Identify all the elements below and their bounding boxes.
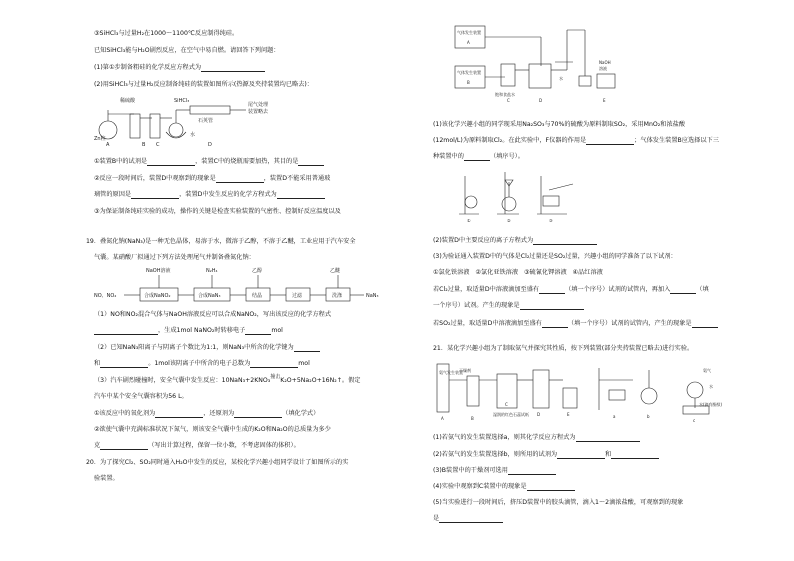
- option-2: ②氯化亚铁溶液: [475, 269, 519, 276]
- sub-2-text: （2）已知NaN₃阳离子与阴离子个数比为1:1，则NaN₃中所含的化学键为: [94, 344, 320, 352]
- answer-blank[interactable]: [131, 192, 179, 199]
- label-naoh: NaOH: [599, 60, 611, 65]
- answer-blank[interactable]: [298, 159, 324, 166]
- reagent-3: 乙醇: [252, 268, 263, 274]
- answer-blank[interactable]: [250, 361, 298, 368]
- box-a-letter: A: [467, 40, 470, 45]
- label-E2: E: [603, 98, 606, 103]
- q21-5: (5)当实验进行一段时间后，挤压D装置中的胶头滴管，滴入1～2滴浓盐酸，可观察到的现象: [433, 499, 684, 506]
- flow-box-4: 过滤: [292, 293, 303, 299]
- flow-box-2: 合成NaN₃: [198, 293, 221, 299]
- label-D: D: [208, 142, 212, 148]
- answer-blank[interactable]: [201, 65, 265, 72]
- sub-3-q1: ①该反应中的氧化剂为 ，还原剂为 （填化学式）: [94, 410, 320, 417]
- answer-blank[interactable]: [234, 411, 282, 418]
- problem-21-intro: 21．某化学兴趣小组为了制取氨气并探究其性质，按下列装置(部分夹持装置已略去)进行实验。: [433, 345, 694, 352]
- label-brine: 饱和食盐水: [495, 92, 515, 97]
- label-water-3: 水: [709, 384, 713, 389]
- r-question-3-options: [433, 269, 603, 277]
- label-tail-gas-2: 装置略去: [248, 109, 269, 115]
- known-info-text: 已知SiHCl₃能与H₂O剧烈反应，在空气中易自燃。请回答下列问题：: [94, 47, 280, 54]
- problem-19-intro: 19．叠氮化钠(NaN₃)是一种无色晶体，易溶于水，微溶于乙醇，不溶于乙醚，工业应用于汽车安全: [86, 238, 356, 245]
- option-3: ③硫氰化钾溶液: [523, 269, 567, 276]
- box-b-letter: B: [467, 80, 470, 85]
- option-3-label: ③: [549, 218, 553, 223]
- label-naoh-2: 溶液: [599, 66, 607, 71]
- answer-blank[interactable]: [100, 443, 148, 450]
- label-B3: B: [471, 416, 474, 421]
- flow-end: NaN₃: [366, 293, 379, 299]
- q2-2-text: ②反应一段时间后，装置D中观察到的现象是 ，装置D不能采用普通玻: [94, 175, 331, 182]
- label-A3: A: [441, 416, 444, 421]
- r-question-3-cl2: 若Cl₂过量，取适量D中溶液滴加至盛有 （填一个序号）试剂的试管内，再加入 （填: [433, 286, 709, 293]
- process-flow-diagram: [94, 264, 384, 306]
- r-question-3: (3)为验证通入装置D中的气体是Cl₂过量还是SO₂过量，兴趣小组的同学准备了以下试剂：: [433, 253, 677, 260]
- label-zn: Zn粒: [94, 136, 106, 142]
- answer-blank[interactable]: [245, 328, 271, 335]
- answer-blank[interactable]: [533, 238, 597, 245]
- answer-blank[interactable]: [542, 321, 568, 328]
- box-a-label: 气体发生装置: [457, 30, 481, 35]
- answer-blank[interactable]: [527, 484, 575, 491]
- r-question-3-so2: 若SO₂过量，取适量D中溶液滴加至盛有 （填一个序号）试剂的试管内，产生的现象是: [433, 320, 718, 328]
- q2-1-text: ①装置B中的试剂是 ，装置C中的烧瓶需要加热，其目的是: [94, 158, 324, 166]
- q21-1: (1)若氨气的发生装置选择a，则其化学反应方程式为: [433, 434, 640, 442]
- answer-blank[interactable]: [155, 411, 203, 418]
- answer-blank[interactable]: [520, 303, 584, 310]
- problem-20-intro-2: 验装置。: [94, 475, 119, 482]
- sub-3-q2-cont: 克 （写出计算过程，保留一位小数，不考虑固体的体积）。: [94, 442, 300, 449]
- answer-blank[interactable]: [94, 328, 158, 335]
- step3-text: ③SiHCl₃与过量H₂在1000～1100℃反应制得纯硅。: [94, 30, 239, 37]
- label-b: b: [647, 414, 650, 419]
- reaction-condition: 撞击: [270, 374, 281, 380]
- r-question-3-cl2-cont: 一个序号）试剂。产生的现象是: [433, 302, 584, 310]
- r-question-1-cont2: 种装置中的 （填序号）。: [433, 153, 524, 160]
- sub-1-text: （1）NO和NO₂混合气体与NaOH溶液反应可以合成NaNO₂，写出该反应的化学方程式: [94, 311, 332, 318]
- flow-box-3: 结晶: [252, 293, 263, 299]
- option-4: ④品红溶液: [572, 269, 603, 276]
- option-1-label: ①: [467, 218, 471, 223]
- problem-19-intro-2: 气囊。某硝酸厂拟通过下列方法处理尾气并制备叠氮化钠：: [94, 254, 255, 261]
- apparatus-diagram-2: [455, 26, 655, 102]
- label-C: C: [156, 142, 160, 148]
- answer-blank[interactable]: [216, 176, 264, 183]
- answer-blank[interactable]: [294, 345, 320, 352]
- problem-20-intro: 20．为了探究Cl₂、SO₂同时通入H₂O中发生的反应，某校化学兴趣小组同学设计了如图所示的实: [86, 459, 349, 466]
- r-question-1: (1)该化学兴趣小组的同学现采用Na₂SO₃与70%的硫酸为原料制取SO₂，采用MnO₂和浓盐酸: [433, 121, 686, 128]
- flow-start: NO、NO₂: [94, 293, 117, 299]
- label-nh3: 氨气: [703, 368, 711, 373]
- label-water: 水: [190, 132, 196, 138]
- generator-options-diagram: [457, 170, 577, 223]
- label-E3: E: [567, 412, 570, 417]
- label-phenolphthalein: 水(滴有酚酞): [699, 402, 723, 407]
- right-column: [397, 0, 794, 561]
- nh3-generator-label: 氨气发生装置: [439, 370, 463, 375]
- label-D3: D: [537, 412, 541, 417]
- label-c: c: [693, 418, 696, 423]
- reagent-1: NaOH溶液: [146, 268, 171, 274]
- answer-blank[interactable]: [147, 159, 195, 166]
- r-question-1-cont: (12mol/L)为原料制取Cl₂。在此实验中，F仪器的作用是 ；气体发生装置B应选择以下三: [433, 137, 719, 144]
- answer-blank[interactable]: [539, 287, 565, 294]
- answer-blank[interactable]: [586, 138, 634, 145]
- sub-3-text: （3）汽车剧烈碰撞时，安全气囊中发生反应：10NaN₃+2KNO₃$^{撞击}$K₂O+5Na₂O+16N₂↑。假定: [94, 374, 361, 384]
- label-acid: 稀硫酸: [120, 98, 136, 104]
- label-sihcl3: SiHCl₃: [174, 98, 190, 104]
- r-question-2: (2)装置D中主要反应的离子方程式为: [433, 237, 597, 245]
- label-D2: D: [539, 98, 543, 103]
- sub-2-text-cont: 和 。1mol该阴离子中所含的电子总数为 mol: [94, 360, 310, 367]
- answer-blank[interactable]: [670, 287, 696, 294]
- q21-5-cont: 是: [433, 515, 503, 523]
- answer-blank[interactable]: [439, 516, 503, 523]
- question-1-text: (1)第①步制备粗硅的化学反应方程式为: [94, 64, 265, 72]
- q2-2-text-cont: 璃管的原因是 ，装置D中发生反应的化学方程式为: [94, 191, 325, 199]
- sub-3-text-cont: 汽车中某个安全气囊容积为56 L。: [94, 393, 188, 400]
- label-litmus: 湿润的红色石蕊试纸: [493, 412, 529, 417]
- label-quartz-tube: 石英管: [198, 118, 214, 124]
- sub-3-q2: ②欲使气囊中充满标准状况下氮气，则该安全气囊中生成的K₂O和Na₂O的总质量为多少: [94, 426, 331, 433]
- label-a: a: [613, 414, 616, 419]
- label-C3: C: [505, 402, 508, 407]
- label-A: A: [106, 142, 110, 148]
- q21-3: (3)B装置中的干燥剂可选用: [433, 467, 556, 475]
- answer-blank[interactable]: [692, 321, 718, 328]
- box-b-label: 气体发生装置: [457, 70, 481, 75]
- sub-1-text-cont: ，生成1mol NaNO₂时转移电子 mol: [94, 327, 283, 335]
- apparatus-diagram-3: [437, 360, 737, 422]
- q21-4: (4)实验中观察到C装置中的现象是: [433, 483, 575, 491]
- answer-blank[interactable]: [557, 452, 605, 459]
- answer-blank[interactable]: [100, 361, 148, 368]
- label-tail-gas: 尾气处理: [248, 102, 269, 108]
- q2-3-text: ③为保证制备纯硅实验的成功，操作的关键是检查实验装置的气密性、控制好反应温度以及: [94, 208, 341, 215]
- answer-blank[interactable]: [508, 468, 556, 475]
- option-2-label: ②: [507, 218, 511, 223]
- question-2-text: (2)用SiHCl₃与过量H₂反应制备纯硅的装置如图所示(热源及夹持装置均已略去)：: [94, 81, 313, 88]
- reagent-4: 乙醚: [330, 268, 341, 274]
- option-1: ①氯化铁溶液: [433, 269, 470, 276]
- apparatus-diagram-1: [94, 92, 294, 146]
- answer-blank[interactable]: [576, 435, 640, 442]
- label-B: B: [142, 142, 146, 148]
- flow-box-1: 合成NaNO₂: [144, 293, 171, 299]
- label-water-2: 水: [559, 76, 563, 81]
- q21-2: (2)若氨气的发生装置选择b，则所用的试剂为 和: [433, 451, 659, 459]
- flow-box-5: 洗涤: [332, 293, 343, 299]
- answer-blank[interactable]: [611, 452, 659, 459]
- answer-blank[interactable]: [464, 154, 490, 161]
- answer-blank[interactable]: [277, 192, 325, 199]
- reagent-2: N₂H₄: [206, 268, 218, 274]
- label-desiccant: 干燥剂: [459, 368, 471, 373]
- label-C2: C: [507, 98, 510, 103]
